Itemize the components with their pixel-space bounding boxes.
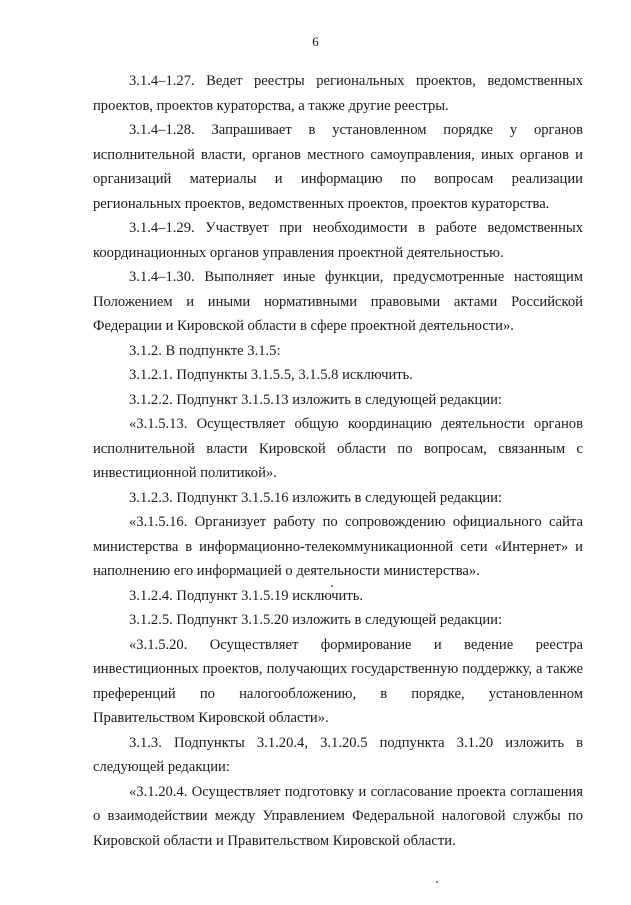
page-number: 6 [312,34,319,49]
paragraph-3-1-4-1-28: 3.1.4–1.28. Запрашивает в установленном порядке у органов исполнительной власти, органов местного самоуправления, иных органов и организаций материалы и информацию по вопросам реализации региональных проектов, ведомственных проектов, проектов кураторства. [93,122,583,212]
paragraph-3-1-2-1: 3.1.2.1. Подпункты 3.1.5.5, 3.1.5.8 исключить. [129,367,413,383]
paragraph-3-1-2-2: 3.1.2.2. Подпункт 3.1.5.13 изложить в следующей редакции: [129,391,502,408]
paragraph-3-1-5-16: «3.1.5.16. Организует работу по сопровождению официального сайта министерства в информационно-телекоммуникационной сети «Интернет» и наполнению его информацией о деятельности министерства». [93,514,583,579]
paragraph-3-1-2-3: 3.1.2.3. Подпункт 3.1.5.16 изложить в следующей редакции: [129,489,502,506]
paragraph-3-1-4-1-27: 3.1.4–1.27. Ведет реестры региональных проектов, ведомственных проектов, проектов кураторства, а также другие реестры. [93,73,583,114]
paragraph-3-1-4-1-30: 3.1.4–1.30. Выполняет иные функции, предусмотренные настоящим Положением и иными нормативными правовыми актами Российской Федерации и Кировской области в сфере проектной деятельности». [93,269,583,334]
scan-speck [436,881,438,883]
paragraph-3-1-20-4: «3.1.20.4. Осуществляет подготовку и согласование проекта соглашения о взаимодействии между Управлением Федеральной налоговой службы по Кировской области и Правительством Кировской области. [93,783,583,849]
paragraph-3-1-2-4: 3.1.2.4. Подпункт 3.1.5.19 исключить. [129,587,364,604]
paragraph-3-1-4-1-29: 3.1.4–1.29. Участвует при необходимости в работе ведомственных координационных органов управления проектной деятельностью. [93,220,583,261]
paragraph-3-1-2: 3.1.2. В подпункте 3.1.5: [129,342,281,359]
scan-speck [331,585,333,587]
paragraph-3-1-5-13: «3.1.5.13. Осуществляет общую координацию деятельности органов исполнительной власти Кировской области по вопросам, связанным с инвестиционной политикой». [93,416,583,481]
paragraph-3-1-2-5: 3.1.2.5. Подпункт 3.1.5.20 изложить в следующей редакции: [129,612,502,628]
document-body [93,69,583,853]
paragraph-3-1-5-20: «3.1.5.20. Осуществляет формирование и ведение реестра инвестиционных проектов, получающих государственную поддержку, а также преференций по налогообложению, в порядке, установленном Правительством Кировской области». [93,636,583,726]
paragraph-3-1-3: 3.1.3. Подпункты 3.1.20.4, 3.1.20.5 подпункта 3.1.20 изложить в следующей редакции: [93,734,583,775]
